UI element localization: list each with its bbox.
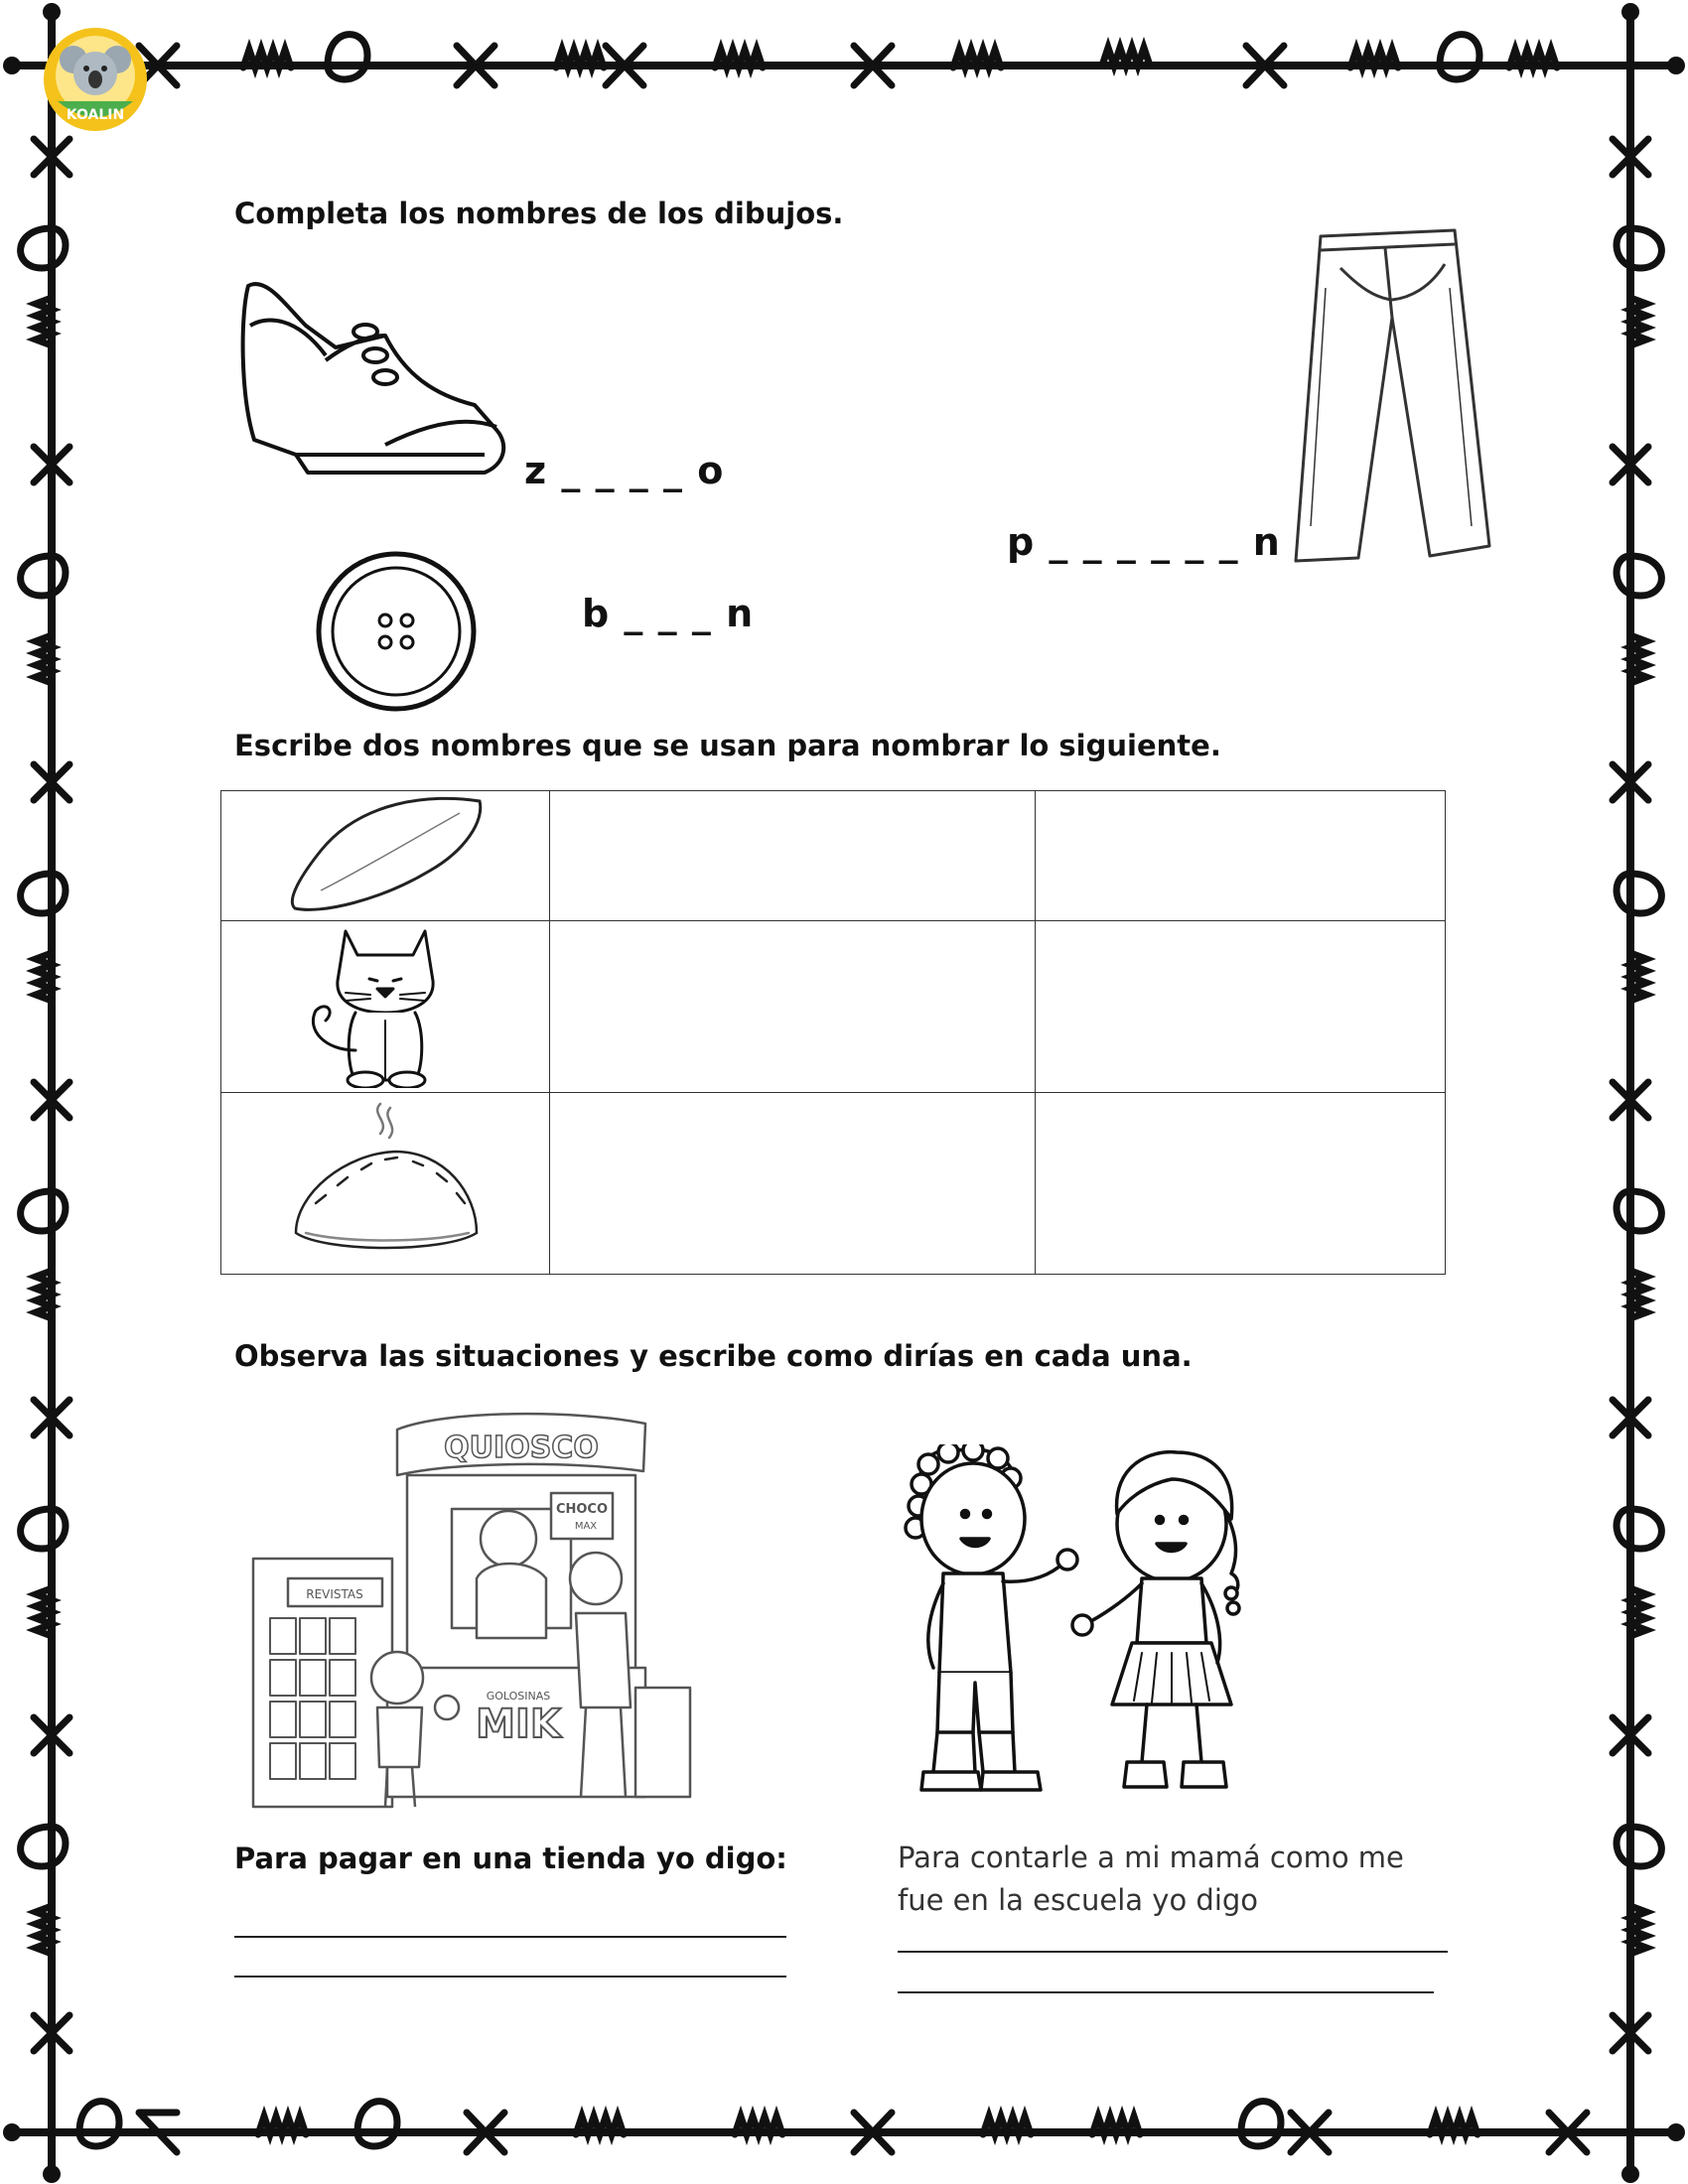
kiosk-shelf-label: REVISTAS bbox=[306, 1587, 363, 1601]
prompt-right: Para contarle a mi mamá como me fue en la escuela yo digo bbox=[898, 1841, 1404, 1917]
button-hint: b _ _ _ n bbox=[582, 592, 755, 635]
koalin-logo bbox=[40, 24, 151, 135]
answer-cell-1[interactable] bbox=[550, 791, 1036, 921]
table-row bbox=[221, 921, 1446, 1093]
answer-line-left-1[interactable] bbox=[234, 1936, 786, 1938]
names-table bbox=[220, 790, 1446, 1275]
logo-text: KOALIN bbox=[66, 107, 125, 123]
answer-cell-1[interactable] bbox=[550, 1093, 1036, 1275]
cat-icon bbox=[286, 921, 485, 1088]
empanada-icon bbox=[286, 1094, 485, 1269]
answer-cell-2[interactable] bbox=[1036, 921, 1446, 1093]
answer-cell-2[interactable] bbox=[1036, 1093, 1446, 1275]
avocado-icon bbox=[281, 791, 490, 916]
picture-cell bbox=[221, 1093, 550, 1275]
pants-icon bbox=[1281, 228, 1504, 566]
picture-cell bbox=[221, 791, 550, 921]
children-talking-illustration bbox=[904, 1444, 1281, 1812]
kiosk-poster-text: CHOCO bbox=[555, 1502, 609, 1517]
kiosk-counter-brand: MIK bbox=[476, 1702, 561, 1747]
kiosk-illustration bbox=[248, 1410, 715, 1817]
kiosk-poster-subtext: MAX bbox=[574, 1521, 598, 1532]
answer-line-right-2[interactable] bbox=[898, 1991, 1434, 1993]
answer-cell-2[interactable] bbox=[1036, 791, 1446, 921]
kiosk-sign-text: QUIOSCO bbox=[444, 1431, 599, 1465]
shoe-hint: z _ _ _ _ o bbox=[524, 449, 725, 492]
shoe-icon bbox=[236, 256, 514, 484]
answer-line-left-2[interactable] bbox=[234, 1976, 786, 1978]
kiosk-counter-small: GOLOSINAS bbox=[486, 1690, 551, 1703]
answer-line-right-1[interactable] bbox=[898, 1951, 1448, 1953]
table-row bbox=[221, 1093, 1446, 1275]
answer-cell-1[interactable] bbox=[550, 921, 1036, 1093]
pants-hint: p _ _ _ _ _ _ n bbox=[1007, 520, 1281, 564]
section1-heading: Completa los nombres de los dibujos. bbox=[234, 197, 844, 230]
prompt-left: Para pagar en una tienda yo digo: bbox=[234, 1842, 787, 1875]
section2-heading: Escribe dos nombres que se usan para nombrar lo siguiente. bbox=[234, 729, 1221, 762]
button-icon bbox=[314, 549, 479, 714]
picture-cell bbox=[221, 921, 550, 1093]
table-row bbox=[221, 791, 1446, 921]
section3-heading: Observa las situaciones y escribe como dirías en cada una. bbox=[234, 1339, 1193, 1373]
